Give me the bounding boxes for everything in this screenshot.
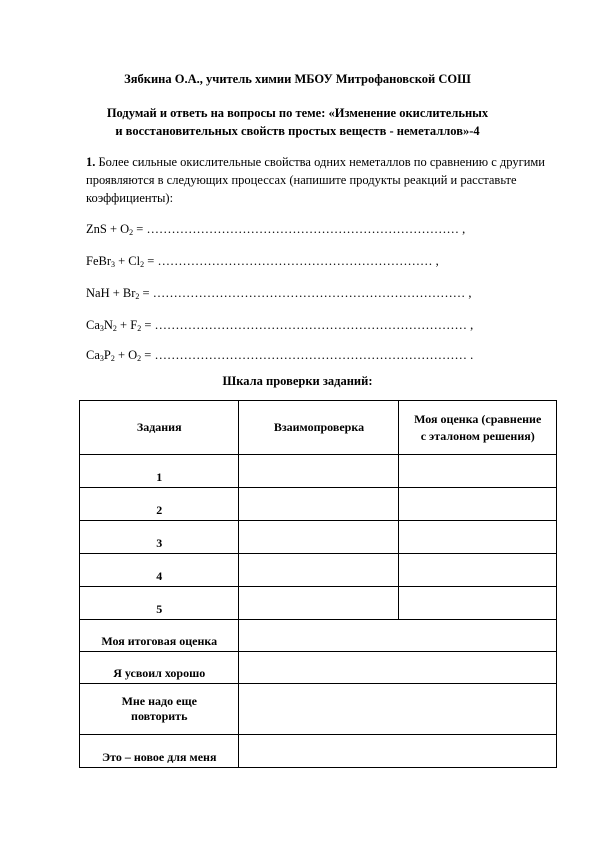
- eq-sub: 3: [99, 324, 104, 333]
- scale-title: Шкала проверки заданий:: [222, 374, 373, 388]
- summary-row-final: [80, 620, 557, 652]
- header-own-grade-line2: с эталоном решения): [420, 428, 535, 443]
- author-line: Зябкина О.А., учитель химии МБОУ Митрофановской СОШ: [124, 72, 471, 86]
- peer-check-cell[interactable]: [239, 455, 399, 488]
- eq-sub: 2: [137, 324, 142, 333]
- equation-ca3n2-f2[interactable]: [86, 318, 556, 333]
- answer-blank[interactable]: ………………………………………………………………… ,: [154, 318, 474, 332]
- equation-znS-o2[interactable]: [86, 222, 556, 237]
- answer-blank[interactable]: ………………………………………………………… ,: [157, 254, 439, 268]
- table-header-row: [80, 401, 557, 455]
- peer-check-cell[interactable]: [239, 488, 399, 521]
- own-grade-cell[interactable]: [399, 455, 557, 488]
- eq-text: + F: [116, 318, 138, 332]
- own-grade-cell[interactable]: [399, 488, 557, 521]
- answer-blank[interactable]: ………………………………………………………………… ,: [152, 286, 472, 300]
- need-repeat-line1: Мне надо еще: [121, 694, 197, 708]
- topic-line-2: и восстановительных свойств простых веществ - неметаллов»-4: [115, 124, 480, 138]
- equation-febr3-cl2[interactable]: [86, 254, 556, 269]
- header-tasks: Задания: [80, 401, 239, 455]
- answer-blank[interactable]: ………………………………………………………………… .: [154, 348, 474, 362]
- eq-sub: 2: [137, 354, 142, 363]
- task-number: 1: [80, 455, 239, 488]
- summary-row-learned: [80, 652, 557, 684]
- peer-check-cell[interactable]: [239, 521, 399, 554]
- own-grade-cell[interactable]: [399, 554, 557, 587]
- eq-sub: 2: [129, 228, 134, 237]
- eq-text: NaH + Br: [86, 286, 136, 300]
- task-number: 2: [80, 488, 239, 521]
- eq-text: =: [144, 254, 158, 268]
- question-text: Более сильные окислительные свойства одних неметаллов по сравнению с другими проявляются в следующих процессах (напишите продукты реакций и расставьте коэффициенты):: [86, 155, 545, 205]
- eq-text: =: [133, 222, 147, 236]
- task-number: 5: [80, 587, 239, 620]
- own-grade-cell[interactable]: [399, 587, 557, 620]
- eq-text: P: [103, 348, 111, 362]
- eq-text: =: [141, 318, 155, 332]
- learned-well-cell[interactable]: [239, 652, 557, 684]
- question-number: 1.: [86, 155, 96, 169]
- eq-text: =: [139, 286, 153, 300]
- eq-text: + O: [114, 348, 138, 362]
- need-repeat-line2: повторить: [131, 709, 188, 723]
- task-number: 3: [80, 521, 239, 554]
- assessment-table: [79, 400, 557, 768]
- peer-check-cell[interactable]: [239, 587, 399, 620]
- summary-row-new: [80, 735, 557, 768]
- task-number: 4: [80, 554, 239, 587]
- table-row: [80, 587, 557, 620]
- summary-row-repeat: [80, 684, 557, 735]
- new-for-me-label: Это – новое для меня: [80, 735, 239, 768]
- eq-text: Ca: [86, 348, 100, 362]
- learned-well-label: Я усвоил хорошо: [80, 652, 239, 684]
- new-for-me-cell[interactable]: [239, 735, 557, 768]
- eq-sub: 2: [112, 324, 117, 333]
- eq-text: N: [103, 318, 113, 332]
- final-grade-label: Моя итоговая оценка: [80, 620, 239, 652]
- table-row: [80, 488, 557, 521]
- equation-nah-br2[interactable]: [86, 286, 556, 301]
- eq-sub: 2: [135, 292, 140, 301]
- need-repeat-cell[interactable]: [239, 684, 557, 735]
- eq-sub: 3: [99, 354, 104, 363]
- topic-line-1: Подумай и ответь на вопросы по теме: «Изменение окислительных: [106, 106, 489, 120]
- need-repeat-label: [80, 684, 239, 735]
- question-1: [86, 153, 556, 207]
- header-own-grade-line1: Моя оценка (сравнение: [414, 411, 542, 426]
- header-peer-check: Взаимопроверка: [239, 401, 399, 455]
- eq-sub: 2: [140, 260, 145, 269]
- eq-text: Ca: [86, 318, 100, 332]
- table-row: [80, 455, 557, 488]
- peer-check-cell[interactable]: [239, 554, 399, 587]
- eq-text: FeBr: [86, 254, 111, 268]
- eq-text: ZnS + O: [86, 222, 130, 236]
- topic-title: [60, 104, 535, 140]
- answer-blank[interactable]: ………………………………………………………………… ,: [146, 222, 466, 236]
- final-grade-cell[interactable]: [239, 620, 557, 652]
- eq-text: =: [141, 348, 155, 362]
- eq-sub: 2: [110, 354, 115, 363]
- equation-ca3p2-o2[interactable]: [86, 348, 556, 363]
- header-own-grade: [399, 401, 557, 455]
- eq-text: + Cl: [115, 254, 141, 268]
- table-row: [80, 554, 557, 587]
- table-row: [80, 521, 557, 554]
- eq-sub: 3: [111, 260, 115, 269]
- own-grade-cell[interactable]: [399, 521, 557, 554]
